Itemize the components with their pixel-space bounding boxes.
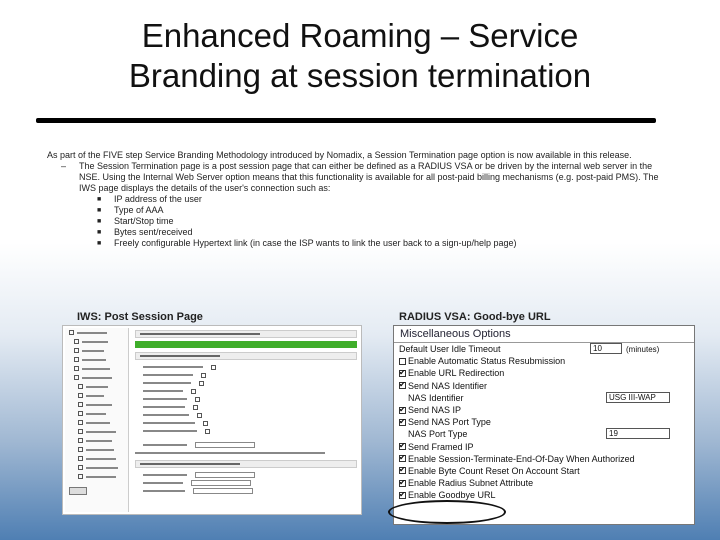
- bullet-icon: ■: [97, 218, 102, 225]
- option-label: Send Framed IP: [408, 441, 474, 452]
- misc-option-row: [394, 465, 694, 477]
- option-checkbox[interactable]: [399, 480, 406, 487]
- option-checkbox[interactable]: [399, 382, 406, 389]
- sub-point-text: The Session Termination page is a post session page that can either be defined as a RADIUS VSA or be driven by the internal web server in the NSE. Using the Internal Web Server option means that this functionality is available for all post-paid billing mechanisms (e.g. post-paid PMS). The IWS page displays the details of the user's connection such as:: [79, 161, 659, 193]
- title-line-2: Branding at session termination: [128, 57, 592, 94]
- option-label: Default User Idle Timeout: [399, 344, 501, 355]
- misc-options-heading: Miscellaneous Options: [394, 326, 694, 343]
- title-line-1: Enhanced Roaming – Service: [141, 17, 579, 54]
- option-input[interactable]: 19: [606, 428, 670, 439]
- bullet-list: [97, 194, 667, 249]
- dash-marker: –: [61, 161, 67, 171]
- option-label: Enable Byte Count Reset On Account Start: [408, 465, 580, 476]
- misc-option-row: [394, 441, 694, 453]
- bullet-icon: ■: [97, 207, 102, 214]
- slide-body: [47, 150, 667, 249]
- bullet-item: [97, 194, 667, 205]
- option-input[interactable]: 10: [590, 343, 622, 354]
- option-label: Enable Radius Subnet Attribute: [408, 478, 534, 489]
- iws-green-bar: [135, 341, 357, 348]
- option-checkbox[interactable]: [399, 443, 406, 450]
- bullet-item: [97, 227, 667, 238]
- iws-sidebar: [65, 328, 129, 512]
- sub-point: [47, 161, 667, 249]
- bullet-text: IP address of the user: [114, 194, 202, 204]
- option-checkbox[interactable]: [399, 467, 406, 474]
- option-label: NAS Port Type: [408, 429, 468, 440]
- bullet-text: Bytes sent/received: [114, 227, 193, 237]
- option-label: Enable URL Redirection: [408, 368, 505, 379]
- option-label: NAS Identifier: [408, 392, 464, 403]
- intro-paragraph: As part of the FIVE step Service Branding Methodology introduced by Nomadix, a Session Termination page option is now available in this release.: [47, 150, 632, 160]
- option-checkbox[interactable]: [399, 370, 406, 377]
- misc-option-row: [394, 355, 694, 367]
- title-underline: [36, 118, 656, 123]
- option-label: Enable Session-Terminate-End-Of-Day When Authorized: [408, 453, 635, 464]
- option-input[interactable]: USG III-WAP: [606, 392, 670, 403]
- iws-screenshot: [62, 325, 362, 515]
- option-label: Enable Automatic Status Resubmission: [408, 356, 566, 367]
- slide-title: [40, 16, 680, 96]
- option-label: Enable Goodbye URL: [408, 490, 496, 501]
- option-label: Send NAS Port Type: [408, 417, 491, 428]
- option-checkbox[interactable]: [399, 492, 406, 499]
- iws-save-button[interactable]: [69, 487, 87, 495]
- option-checkbox[interactable]: [399, 358, 406, 365]
- bullet-item: [97, 216, 667, 227]
- misc-option-row: [394, 343, 694, 355]
- bullet-text: Start/Stop time: [114, 216, 174, 226]
- option-checkbox[interactable]: [399, 419, 406, 426]
- option-unit: (minutes): [626, 345, 660, 354]
- bullet-icon: ■: [97, 240, 102, 247]
- misc-options-rows: [394, 343, 694, 501]
- option-label: Send NAS Identifier: [408, 380, 488, 391]
- misc-option-row: [394, 380, 694, 392]
- highlight-oval: [388, 500, 506, 524]
- misc-option-row: [394, 453, 694, 465]
- misc-options-screenshot: [393, 325, 695, 525]
- option-label: Send NAS IP: [408, 405, 462, 416]
- bullet-text: Type of AAA: [114, 205, 164, 215]
- bullet-item: [97, 205, 667, 216]
- option-checkbox[interactable]: [399, 455, 406, 462]
- bullet-text: Freely configurable Hypertext link (in case the ISP wants to link the user back to a sign-up/help page): [114, 238, 517, 248]
- option-checkbox[interactable]: [399, 407, 406, 414]
- bullet-icon: ■: [97, 229, 102, 236]
- misc-option-row: [394, 367, 694, 379]
- misc-option-row: [394, 428, 694, 440]
- misc-option-row: [394, 477, 694, 489]
- bullet-item: [97, 238, 667, 249]
- iws-main: [135, 328, 357, 512]
- bullet-icon: ■: [97, 196, 102, 203]
- misc-option-row: [394, 416, 694, 428]
- caption-radius: RADIUS VSA: Good-bye URL: [399, 311, 551, 323]
- caption-iws: IWS: Post Session Page: [77, 311, 203, 323]
- misc-option-row: [394, 392, 694, 404]
- misc-option-row: [394, 404, 694, 416]
